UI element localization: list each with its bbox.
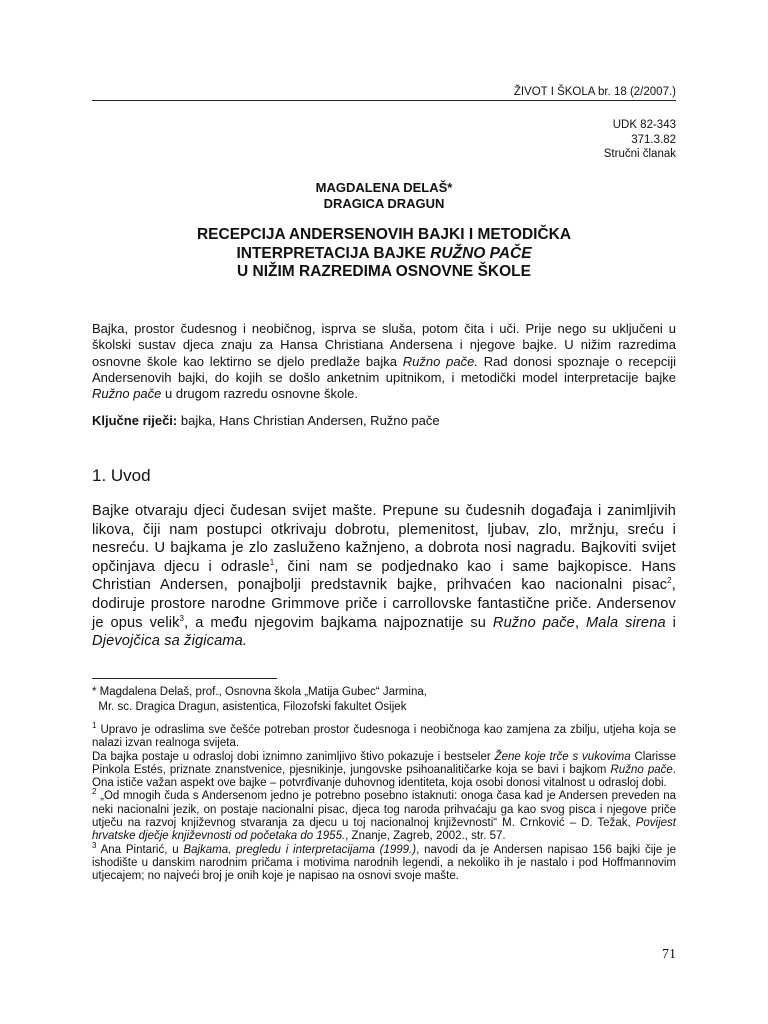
body-comma-1: , (574, 614, 586, 631)
body-text-2: , čini nam se podjednako kao i same bajkopisce. Hans Christian Andersen, ponajbolji predstavnik bajke, prihvaćen kao nacionalni pisac (92, 558, 676, 594)
article-title (0, 226, 768, 282)
author-note-line-1: * Magdalena Delaš, prof., Osnovna škola „Matija Gubec“ Jarmina, (92, 686, 427, 698)
footnote-mark-3: 3 (92, 840, 97, 850)
body-text-4: , a među njegovim bajkama najpoznatije su (184, 614, 493, 631)
footnotes (92, 721, 676, 884)
udk-code: UDK 82-343 (612, 119, 676, 131)
body-paragraph (92, 502, 676, 651)
footnote-1-cont (92, 751, 676, 791)
author-note-line-2: Mr. sc. Dragica Dragun, asistentica, Filozofski fakultet Osijek (92, 700, 407, 713)
footnote-ref-1[interactable]: 1 (269, 557, 275, 567)
keywords-text: bajka, Hans Christian Andersen, Ružno pače (177, 413, 440, 428)
footnote-1-text-d: . Ona ističe važan aspekt ove bajke – potvrđivanje duhovnog identiteta, koja osobi donosi vitalnost u odrasloj dobi. (92, 763, 676, 790)
footnote-rule (92, 678, 277, 679)
footnote-1-italic-c: Ružno pače (610, 763, 673, 776)
footnote-ref-3[interactable]: 3 (179, 613, 185, 623)
title-line-3: U NIŽIM RAZREDIMA OSNOVNE ŠKOLE (237, 263, 531, 280)
author-1: MAGDALENA DELAŠ* (315, 180, 453, 195)
abstract-italic-2: Ružno pače (92, 386, 162, 402)
udk-block (604, 118, 676, 162)
article-type: Stručni članak (603, 148, 676, 160)
abstract-text-1: Bajka, prostor čudesnog i neobičnog, isprva se sluša, potom čita i uči. Prije nego su uključeni u školski sustav djeca znaju za Hansa Christiana Andersena i njegove bajke. U nižim razredima osnovne škole kao lektirno se djelo predlaže bajka (92, 321, 676, 369)
footnote-1-text-b: Da bajka postaje u odrasloj dobi iznimno zanimljivo štivo pokazuje i bestseler (92, 750, 495, 763)
footnote-mark-2: 2 (92, 787, 97, 797)
body-italic-3: Djevojčica sa žigicama. (92, 633, 248, 650)
keywords (92, 413, 676, 428)
footnote-ref-2[interactable]: 2 (667, 576, 672, 586)
footnote-mark-1: 1 (92, 721, 97, 731)
title-line-2 (0, 245, 768, 264)
footnote-1-text-a: Upravo je odraslima sve češće potreban prostor čudesnoga i neobičnoga kao zamjena za zbilju, utjeha koja se nalazi izvan realnoga svijeta. (92, 724, 676, 750)
body-italic-2: Mala sirena (586, 614, 666, 631)
keywords-label: Ključne riječi: (92, 413, 178, 428)
abstract-text-3: u drugom razredu osnovne škole. (161, 386, 358, 402)
author-note (92, 685, 427, 714)
body-text-3: , dodiruje prostore narodne Grimmove priče i carrollovske fantastične priče. Andersenov je opus velik (92, 577, 676, 631)
footnote-3-text-a: Ana Pintarić, u (96, 843, 184, 856)
body-text-1: Bajke otvaraju djeci čudesan svijet mašte. Prepune su čudesnih događaja i zanimljivih likova, čiji nam postupci otkrivaju dobrotu, plemenitost, ljubav, zlo, mržnju, sreću i nesreću. U bajkama je zlo zasluženo kažnjeno, a dobrota nosi nagradu. Bajkoviti svijet opčinjava djecu i odrasle (92, 503, 676, 575)
footnote-3-text-b: , navodi da je Andersen napisao 156 bajki čije je ishodište u danskim narodnim pričama i motivima narodnih legendi, a nekoliko ih je nastalo i pod Hoffmannovim utjecajem; no najveći broj je onih koje je napisao na osnovi svoje mašte. (92, 843, 676, 883)
author-2: DRAGICA DRAGUN (323, 196, 445, 211)
title-line-2-text: INTERPRETACIJA BAJKE (236, 244, 431, 262)
footnote-1-text-c: Clarisse Pinkola Estés, priznate znanstvenice, pjesnikinje, jungovske psihoanalitičarke koja se bavi i bajkom (92, 750, 676, 776)
footnote-3 (92, 840, 676, 884)
body-italic-1: Ružno pače (492, 614, 575, 631)
footnote-1 (92, 721, 676, 751)
footnote-2-text-a: „Od mnogih čuda s Andersenom jedno je potrebno posebno istaknuti: onoga časa kad je Andersen preveden na neki nacionalni jezik, on postaje nacionalni pisac, djeca tog naroda prihvaćaju ga kao svog pisca i njegove priče utječu na razvoj književnog stvaranja za djecu u toj nacionalnoj književnosti“ M. Crnković – D. Težak, (92, 790, 676, 830)
title-line-1: RECEPCIJA ANDERSENOVIH BAJKI I METODIČKA (196, 226, 572, 243)
header-rule (92, 100, 676, 101)
body-conj: i (665, 614, 676, 631)
udk-code-2: 371.3.82 (631, 133, 676, 146)
abstract (92, 321, 676, 402)
footnote-1-italic-b: Žene koje trče s vukovima (494, 750, 631, 763)
footnote-2-text-b: , Znanje, Zagreb, 2002., str. 57. (345, 830, 506, 843)
journal-header: ŽIVOT I ŠKOLA br. 18 (2/2007.) (513, 86, 676, 98)
authors (0, 180, 768, 212)
abstract-text-2: Rad donosi spoznaje o recepciji Andersenovih bajki, do kojih se došlo anketnim upitnikom, i metodički model interpretacije bajke (92, 353, 677, 385)
section-heading: 1. Uvod (92, 466, 151, 485)
footnote-3-italic: Bajkama, pregledu i interpretacijama (1999.) (183, 843, 417, 856)
title-line-2-italic: RUŽNO PAČE (430, 244, 532, 262)
footnote-2 (92, 787, 676, 843)
page-number: 71 (662, 947, 676, 962)
footnote-2-italic: Povijest hrvatske dječje književnosti od početaka do 1955. (92, 817, 676, 843)
abstract-italic-1: Ružno pače. (402, 353, 478, 369)
